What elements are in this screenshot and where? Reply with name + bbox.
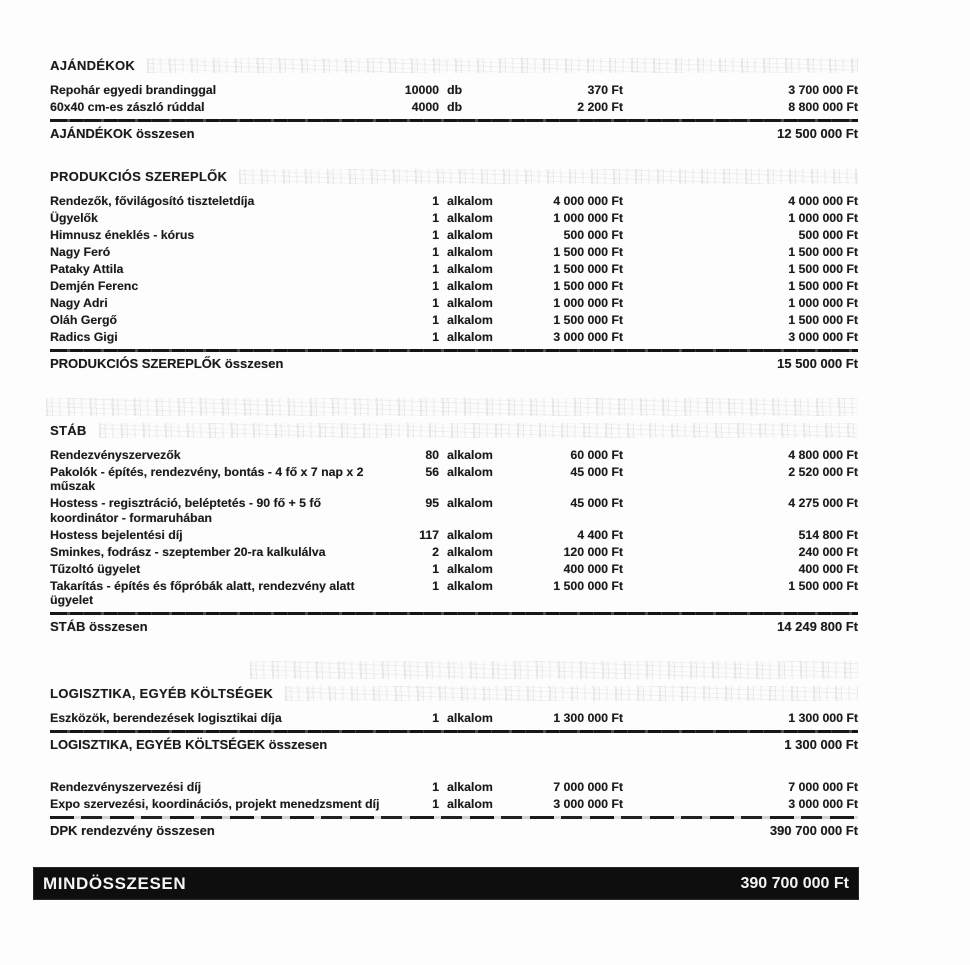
line-item-row xyxy=(50,544,858,561)
table-sections xyxy=(50,57,858,840)
budget-section xyxy=(50,168,858,373)
item-quantity: 95 xyxy=(425,496,439,511)
item-unit-price: 60 000 Ft xyxy=(570,447,623,462)
item-description: Ügyelők xyxy=(50,211,98,226)
line-item-row xyxy=(50,710,858,727)
section-total-value: 1 300 000 Ft xyxy=(784,737,858,753)
item-total: 400 000 Ft xyxy=(798,561,858,576)
item-total: 4 275 000 Ft xyxy=(788,496,858,511)
item-unit-price: 3 000 000 Ft xyxy=(553,797,623,812)
item-description: Takarítás - építés és főpróbák alatt, rendezvény alatt ügyelet xyxy=(50,578,355,608)
section-header: PRODUKCIÓS SZEREPLŐK xyxy=(50,168,228,184)
section-total-row xyxy=(50,124,858,143)
item-total: 8 800 000 Ft xyxy=(788,100,858,115)
item-unit-price: 1 500 000 Ft xyxy=(553,578,623,593)
item-unit: alkalom xyxy=(447,780,493,795)
grand-total-label: MINDÖSSZESEN xyxy=(43,873,187,893)
item-unit: alkalom xyxy=(447,561,493,576)
item-unit: alkalom xyxy=(447,312,493,327)
item-quantity: 1 xyxy=(432,245,439,260)
item-description: Pataky Attila xyxy=(50,262,124,276)
item-total: 1 000 000 Ft xyxy=(788,211,858,226)
section-header-row xyxy=(50,57,858,74)
item-unit: alkalom xyxy=(447,245,493,260)
item-quantity: 4000 xyxy=(411,100,439,115)
item-total: 3 700 000 Ft xyxy=(788,83,858,98)
item-quantity: 1 xyxy=(432,780,439,795)
item-unit-price: 45 000 Ft xyxy=(570,464,623,479)
item-unit-price: 2 200 Ft xyxy=(577,100,623,115)
line-item-row xyxy=(50,578,858,610)
item-total: 240 000 Ft xyxy=(798,544,858,559)
scan-noise-band xyxy=(99,423,858,438)
line-item-row xyxy=(50,779,858,796)
section-rule xyxy=(50,816,858,819)
item-description: Nagy Adri xyxy=(50,295,108,310)
grand-total-bar xyxy=(33,867,859,900)
line-item-row xyxy=(50,227,858,244)
item-quantity: 2 xyxy=(432,544,439,559)
item-quantity: 1 xyxy=(432,797,439,812)
line-item-row xyxy=(50,193,858,210)
item-description: Radics Gigi xyxy=(50,329,118,344)
budget-section xyxy=(50,422,858,637)
item-description: Eszközök, berendezések logisztikai díja xyxy=(50,711,282,726)
item-unit-price: 3 000 000 Ft xyxy=(553,329,623,344)
item-unit: alkalom xyxy=(447,211,493,226)
section-total-label: PRODUKCIÓS SZEREPLŐK összesen xyxy=(50,355,284,371)
item-quantity: 1 xyxy=(432,278,439,293)
line-item-row xyxy=(50,796,858,813)
item-quantity: 56 xyxy=(425,464,439,479)
item-unit-price: 120 000 Ft xyxy=(563,544,623,559)
line-item-row xyxy=(50,464,858,496)
line-item-row xyxy=(50,561,858,578)
item-description: Sminkes, fodrász - szeptember 20-ra kalkulálva xyxy=(50,544,326,559)
line-item-row xyxy=(50,261,858,278)
item-description: Pakolók - építés, rendezvény, bontás - 4 fő x 7 nap x 2 műszak xyxy=(50,464,364,494)
line-item-row xyxy=(50,244,858,261)
item-quantity: 1 xyxy=(432,211,439,226)
item-quantity: 1 xyxy=(432,312,439,327)
item-total: 3 000 000 Ft xyxy=(788,329,858,344)
section-rule xyxy=(50,119,858,122)
section-rule xyxy=(50,612,858,615)
item-unit-price: 7 000 000 Ft xyxy=(553,780,623,795)
item-total: 7 000 000 Ft xyxy=(788,780,858,795)
item-unit-price: 4 400 Ft xyxy=(577,527,623,542)
line-item-row xyxy=(50,278,858,295)
section-header-row xyxy=(50,168,858,185)
section-total-row xyxy=(50,617,858,636)
section-total-value: 12 500 000 Ft xyxy=(777,125,858,141)
item-total: 4 000 000 Ft xyxy=(788,194,858,209)
item-unit: alkalom xyxy=(447,544,493,559)
item-quantity: 1 xyxy=(432,561,439,576)
item-unit: db xyxy=(447,100,463,115)
scan-noise-band xyxy=(239,169,858,184)
line-item-row xyxy=(50,99,858,116)
item-description: Repohár egyedi brandinggal xyxy=(50,83,217,98)
item-unit: alkalom xyxy=(447,194,493,209)
line-item-row xyxy=(50,82,858,99)
item-description: Hostess bejelentési díj xyxy=(50,527,183,542)
scan-noise-band xyxy=(285,686,858,701)
item-description: Tűzoltó ügyelet xyxy=(50,561,141,576)
item-description: 60x40 cm-es zászló rúddal xyxy=(50,100,205,115)
item-description: Nagy Feró xyxy=(50,245,111,260)
line-item-row xyxy=(50,210,858,227)
item-unit: alkalom xyxy=(447,464,493,479)
item-total: 2 520 000 Ft xyxy=(788,464,858,479)
section-total-row xyxy=(50,354,858,373)
item-description: Oláh Gergő xyxy=(50,312,117,327)
item-quantity: 1 xyxy=(432,711,439,726)
item-unit: alkalom xyxy=(447,278,493,293)
item-description: Rendezvényszervezők xyxy=(50,447,181,462)
item-unit-price: 4 000 000 Ft xyxy=(553,194,623,209)
item-unit-price: 1 500 000 Ft xyxy=(553,245,623,260)
item-total: 514 800 Ft xyxy=(798,527,858,542)
item-unit-price: 1 500 000 Ft xyxy=(553,262,623,276)
item-unit: alkalom xyxy=(447,578,493,593)
item-unit-price: 1 500 000 Ft xyxy=(553,312,623,327)
item-unit-price: 400 000 Ft xyxy=(563,561,623,576)
section-header: AJÁNDÉKOK xyxy=(50,58,136,73)
item-quantity: 1 xyxy=(432,228,439,243)
section-rule xyxy=(50,349,858,352)
section-total-row xyxy=(50,735,858,754)
item-total: 1 300 000 Ft xyxy=(788,711,858,726)
item-quantity: 80 xyxy=(425,447,439,462)
item-unit: alkalom xyxy=(447,496,493,511)
section-total-label: STÁB összesen xyxy=(50,619,148,635)
item-unit-price: 500 000 Ft xyxy=(563,228,623,243)
item-unit: db xyxy=(447,83,463,98)
item-unit: alkalom xyxy=(447,797,493,812)
item-unit-price: 1 500 000 Ft xyxy=(553,278,623,293)
grand-total-value: 390 700 000 Ft xyxy=(740,874,849,892)
item-quantity: 1 xyxy=(432,194,439,209)
section-total-value: 15 500 000 Ft xyxy=(777,355,858,371)
item-unit: alkalom xyxy=(447,228,493,243)
item-description: Demjén Ferenc xyxy=(50,278,139,293)
line-item-row xyxy=(50,329,858,346)
budget-section xyxy=(50,57,858,143)
section-total-label: AJÁNDÉKOK összesen xyxy=(50,125,195,141)
item-description: Rendezők, fővilágosító tiszteletdíja xyxy=(50,194,255,209)
item-total: 3 000 000 Ft xyxy=(788,797,858,812)
item-unit: alkalom xyxy=(447,329,493,344)
section-total-label: LOGISZTIKA, EGYÉB KÖLTSÉGEK összesen xyxy=(50,737,328,753)
section-total-value: 14 249 800 Ft xyxy=(777,619,858,635)
item-total: 1 500 000 Ft xyxy=(788,578,858,593)
scan-noise-band xyxy=(46,398,858,416)
item-quantity: 1 xyxy=(432,295,439,310)
scan-noise-band xyxy=(250,661,858,679)
item-unit: alkalom xyxy=(447,711,493,726)
section-rule xyxy=(50,730,858,733)
item-unit-price: 45 000 Ft xyxy=(570,496,623,511)
item-unit: alkalom xyxy=(447,295,493,310)
item-unit-price: 370 Ft xyxy=(587,83,623,98)
item-quantity: 10000 xyxy=(404,83,439,98)
section-header: LOGISZTIKA, EGYÉB KÖLTSÉGEK xyxy=(50,686,274,702)
item-unit-price: 1 300 000 Ft xyxy=(553,711,623,726)
section-header-row xyxy=(50,422,858,439)
item-total: 500 000 Ft xyxy=(798,228,858,243)
item-total: 1 500 000 Ft xyxy=(788,262,858,276)
item-description: Rendezvényszervezési díj xyxy=(50,780,202,795)
item-total: 1 000 000 Ft xyxy=(788,295,858,310)
item-description: Himnusz éneklés - kórus xyxy=(50,228,195,243)
budget-section xyxy=(50,685,858,754)
item-unit-price: 1 000 000 Ft xyxy=(553,211,623,226)
item-unit: alkalom xyxy=(447,447,493,462)
item-unit: alkalom xyxy=(447,262,493,276)
line-item-row xyxy=(50,295,858,312)
section-total-value: 390 700 000 Ft xyxy=(769,823,858,839)
budget-section xyxy=(50,779,858,840)
item-description: Hostess - regisztráció, beléptetés - 90 fő + 5 fő koordinátor - formaruhában xyxy=(50,496,321,525)
item-quantity: 1 xyxy=(432,578,439,593)
line-item-row xyxy=(50,447,858,464)
item-total: 1 500 000 Ft xyxy=(788,278,858,293)
scan-noise-band xyxy=(147,58,858,73)
section-total-row xyxy=(50,821,858,840)
item-quantity: 1 xyxy=(432,329,439,344)
item-unit: alkalom xyxy=(447,527,493,542)
item-quantity: 1 xyxy=(432,262,439,276)
line-item-row xyxy=(50,495,858,527)
item-total: 4 800 000 Ft xyxy=(788,447,858,462)
section-total-label: DPK rendezvény összesen xyxy=(50,823,215,839)
item-total: 1 500 000 Ft xyxy=(788,245,858,260)
item-total: 1 500 000 Ft xyxy=(788,312,858,327)
section-header: STÁB xyxy=(50,422,87,438)
item-quantity: 117 xyxy=(419,527,439,542)
item-description: Expo szervezési, koordinációs, projekt menedzsment díj xyxy=(50,797,380,812)
item-unit-price: 1 000 000 Ft xyxy=(553,295,623,310)
line-item-row xyxy=(50,312,858,329)
section-header-row xyxy=(50,685,858,702)
line-item-row xyxy=(50,527,858,544)
